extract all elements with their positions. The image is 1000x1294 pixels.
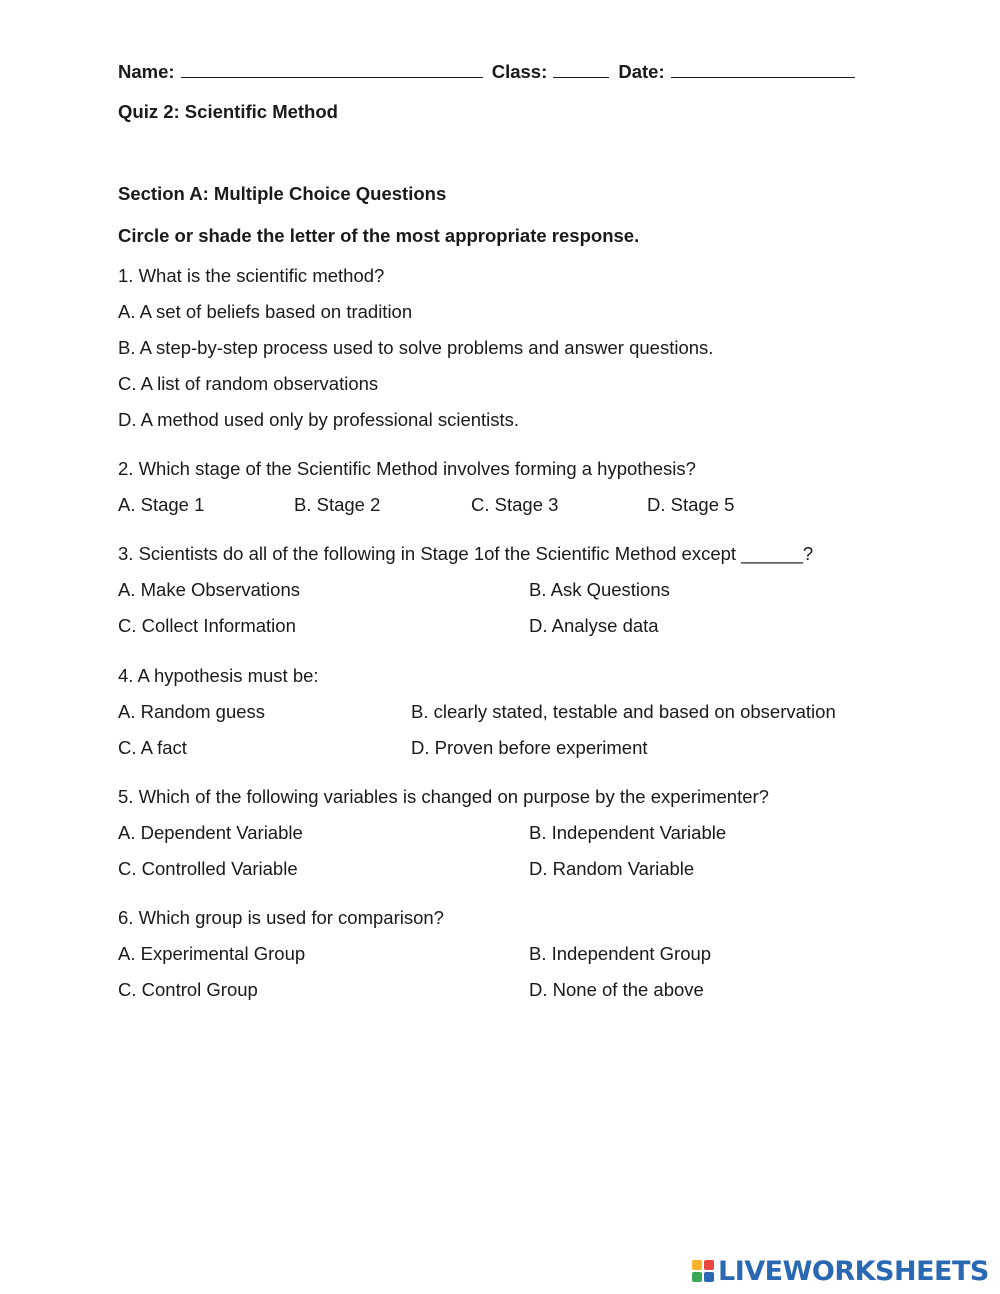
date-label: Date: xyxy=(618,61,665,82)
option-d[interactable]: D. A method used only by professional scientists. xyxy=(118,409,520,430)
option-a[interactable]: A. Make Observations xyxy=(118,579,300,600)
quiz-title: Quiz 2: Scientific Method xyxy=(118,101,338,122)
option-b[interactable]: B. Ask Questions xyxy=(529,579,670,600)
instructions: Circle or shade the letter of the most appropriate response. xyxy=(118,225,640,246)
class-label: Class: xyxy=(491,61,548,82)
option-d[interactable]: D. Analyse data xyxy=(529,615,659,636)
option-a[interactable]: A. Experimental Group xyxy=(118,943,306,964)
option-c[interactable]: C. A list of random observations xyxy=(118,373,379,394)
option-b[interactable]: B. clearly stated, testable and based on observation xyxy=(411,701,836,722)
option-c[interactable]: C. A fact xyxy=(118,737,187,758)
option-c[interactable]: C. Collect Information xyxy=(118,615,296,636)
logo-text: LIVEWORKSHEETS xyxy=(718,1255,989,1287)
question-text: 1. What is the scientific method? xyxy=(118,265,385,286)
logo-tile xyxy=(704,1260,714,1270)
option-a[interactable]: A. A set of beliefs based on tradition xyxy=(118,301,413,322)
option-c[interactable]: C. Control Group xyxy=(118,979,258,1000)
section-title: Section A: Multiple Choice Questions xyxy=(118,183,447,204)
option-d[interactable]: D. Stage 5 xyxy=(647,494,735,515)
question-text: 2. Which stage of the Scientific Method involves forming a hypothesis? xyxy=(118,458,696,479)
option-b[interactable]: B. Stage 2 xyxy=(294,494,381,515)
class-blank[interactable] xyxy=(553,60,609,78)
option-d[interactable]: D. Random Variable xyxy=(529,858,695,879)
header-fields xyxy=(118,60,859,83)
question-text: 3. Scientists do all of the following in Stage 1of the Scientific Method except ______? xyxy=(118,543,814,564)
option-c[interactable]: C. Controlled Variable xyxy=(118,858,298,879)
option-b[interactable]: B. Independent Group xyxy=(529,943,712,964)
liveworksheets-logo-icon xyxy=(692,1260,714,1282)
option-a[interactable]: A. Stage 1 xyxy=(118,494,205,515)
option-b[interactable]: B. Independent Variable xyxy=(529,822,727,843)
question-text: 4. A hypothesis must be: xyxy=(118,665,319,686)
logo-tile xyxy=(692,1260,702,1270)
logo-tile xyxy=(692,1272,702,1282)
question-text: 6. Which group is used for comparison? xyxy=(118,907,444,928)
option-a[interactable]: A. Dependent Variable xyxy=(118,822,303,843)
question-text: 5. Which of the following variables is changed on purpose by the experimenter? xyxy=(118,786,769,807)
option-a[interactable]: A. Random guess xyxy=(118,701,266,722)
liveworksheets-logo xyxy=(692,1254,989,1288)
option-b[interactable]: B. A step-by-step process used to solve problems and answer questions. xyxy=(118,337,714,358)
option-d[interactable]: D. None of the above xyxy=(529,979,704,1000)
date-blank[interactable] xyxy=(671,60,855,78)
logo-tile xyxy=(704,1272,714,1282)
option-d[interactable]: D. Proven before experiment xyxy=(411,737,648,758)
option-c[interactable]: C. Stage 3 xyxy=(471,494,559,515)
name-blank[interactable] xyxy=(181,60,483,78)
name-label: Name: xyxy=(118,61,175,82)
